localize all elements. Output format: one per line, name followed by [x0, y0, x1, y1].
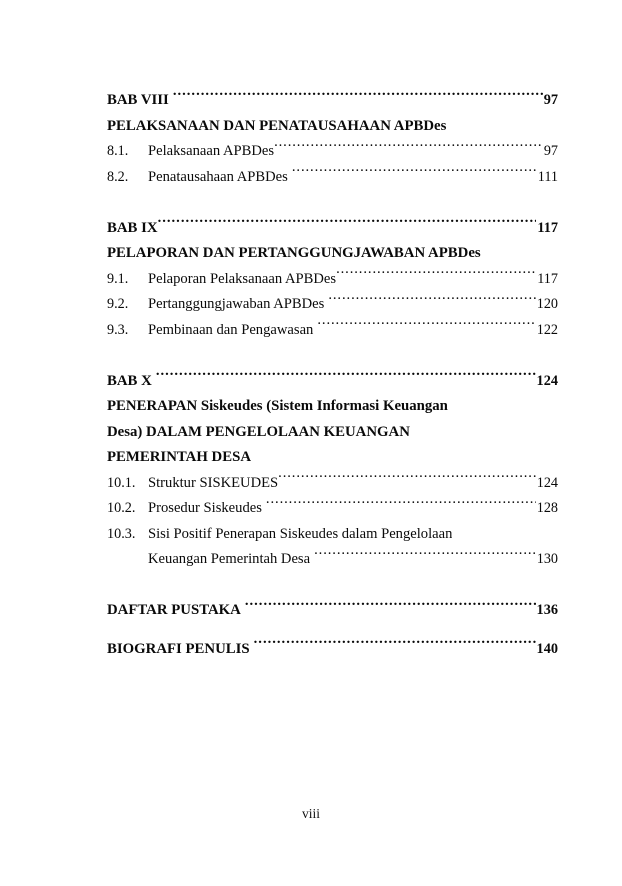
entry-page-number: 130: [536, 551, 558, 567]
chapter-label: BAB VIII: [107, 92, 169, 108]
entry-title: Sisi Positif Penerapan Siskeudes dalam Pengelolaan: [148, 525, 453, 542]
chapter-title-line: Desa) DALAM PENGELOLAAN KEUANGAN: [107, 423, 410, 440]
toc-chapter-heading: [107, 369, 558, 395]
toc-entry: [107, 496, 558, 522]
chapter-title-line: PELAPORAN DAN PERTANGGUNGJAWABAN APBDes: [107, 245, 481, 261]
dot-leader: [266, 497, 536, 512]
toc-backmatter-entry: [107, 637, 558, 663]
chapter-page-number: 97: [543, 92, 558, 108]
entry-number: 9.3.: [107, 321, 129, 338]
dot-leader: [292, 166, 537, 181]
entry-title: Penatausahaan APBDes: [148, 168, 288, 185]
entry-title: Pembinaan dan Pengawasan: [148, 321, 314, 338]
chapter-label: BAB X: [107, 372, 152, 389]
toc-entry: [107, 165, 558, 191]
backmatter-spacer: [107, 624, 558, 637]
group-spacer: [107, 573, 558, 599]
chapter-title-line: PENERAPAN Siskeudes (Sistem Informasi Keuangan: [107, 398, 448, 414]
dot-leader: [156, 370, 536, 385]
dot-leader: [278, 472, 536, 487]
toc-group: [107, 88, 558, 190]
backmatter-page-number: 140: [536, 640, 558, 657]
entry-title: Pertanggungjawaban APBDes: [148, 296, 325, 312]
dot-leader: [254, 638, 536, 653]
entry-number: 10.2.: [107, 500, 136, 516]
toc-entry-continuation: [107, 547, 558, 573]
toc-chapter-heading: [107, 216, 558, 242]
chapter-page-number: 124: [536, 372, 558, 389]
entry-number: 8.1.: [107, 143, 129, 159]
chapter-title-line: PELAKSANAAN DAN PENATAUSAHAAN APBDes: [107, 117, 447, 134]
dot-leader: [274, 140, 543, 155]
toc-entry: [107, 522, 558, 548]
toc-group: [107, 369, 558, 573]
toc-chapter-heading: [107, 88, 558, 114]
dot-leader: [336, 268, 536, 283]
entry-title: Pelaporan Pelaksanaan APBDes: [148, 270, 337, 287]
entry-page-number: 128: [536, 500, 558, 516]
toc-entry: [107, 471, 558, 497]
entry-title: Prosedur Siskeudes: [148, 500, 262, 516]
entry-page-number: 111: [537, 168, 558, 185]
dot-leader: [245, 599, 536, 614]
group-spacer: [107, 343, 558, 369]
entry-page-number: 120: [536, 296, 558, 312]
entry-number: 8.2.: [107, 168, 129, 185]
backmatter-title: DAFTAR PUSTAKA: [107, 602, 241, 618]
entry-number: 10.1.: [107, 474, 136, 491]
backmatter-page-number: 136: [536, 602, 558, 618]
entry-number: 9.1.: [107, 270, 129, 287]
toc-group: [107, 216, 558, 344]
dot-leader: [328, 293, 535, 308]
entry-number: 9.2.: [107, 296, 129, 312]
dot-leader: [158, 217, 537, 232]
dot-leader: [173, 89, 543, 104]
page-folio: viii: [301, 806, 320, 821]
toc-entry: [107, 318, 558, 344]
dot-leader: [317, 319, 535, 334]
chapter-page-number: 117: [537, 219, 558, 236]
toc-backmatter-entry: [107, 598, 558, 624]
group-spacer: [107, 190, 558, 216]
chapter-label: BAB IX: [107, 219, 158, 236]
toc-entry: [107, 292, 558, 318]
toc-entry: [107, 267, 558, 293]
toc-entry: [107, 139, 558, 165]
backmatter-title: BIOGRAFI PENULIS: [107, 640, 250, 657]
entry-page-number: 124: [536, 474, 558, 491]
entry-number: 10.3.: [107, 525, 136, 542]
entry-title: Pelaksanaan APBDes: [148, 143, 275, 159]
entry-title: Struktur SISKEUDES: [148, 474, 279, 491]
entry-page-number: 122: [536, 321, 558, 338]
entry-page-number: 97: [543, 143, 558, 159]
chapter-title-line: PEMERINTAH DESA: [107, 449, 252, 465]
entry-page-number: 117: [537, 270, 558, 287]
entry-title-continuation: Keuangan Pemerintah Desa: [148, 551, 311, 567]
table-of-contents: [107, 88, 558, 662]
dot-leader: [314, 548, 536, 563]
